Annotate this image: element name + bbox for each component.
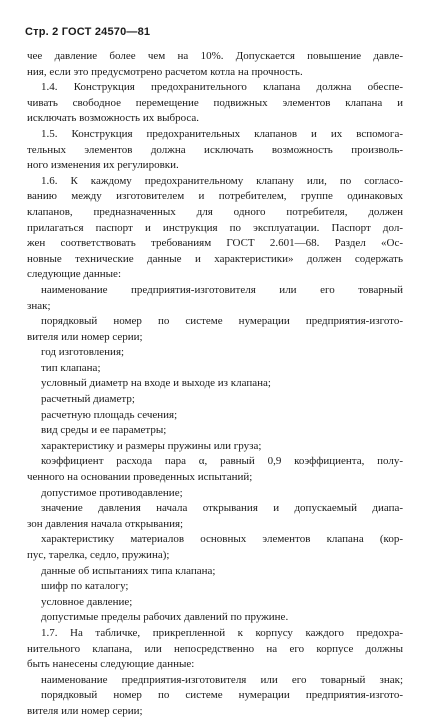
text-line: вителя или номер серии; [27, 704, 143, 717]
text-line: новные технические данные и характеристики» должен содержать [27, 252, 403, 265]
text-line: вителя или номер серии; [27, 330, 143, 343]
text-line: характеристику и размеры пружины или груза; [41, 439, 262, 452]
text-line: прилагаться паспорт и инструкция по эксплуатации. Паспорт дол- [27, 221, 403, 234]
text-line: допустимые пределы рабочих давлений по пружине. [41, 611, 289, 624]
page-header: Стр. 2 ГОСТ 24570—81 [25, 26, 151, 38]
text-line: клапанов, предназначенных для одного потребителя, должен [27, 205, 403, 218]
text-line: характеристику материалов основных элементов клапана (кор- [41, 533, 403, 546]
document-page [27, 26, 403, 720]
text-line: зон давления начала открывания; [27, 517, 184, 530]
text-line: значение давления начала открывания и допускаемый диапа- [41, 502, 403, 515]
text-line: коэффициент расхода пара α, равный 0,9 коэффициента, полу- [41, 455, 403, 468]
text-line: условное давление; [41, 595, 133, 608]
text-line: исключать возможность их выброса. [27, 112, 200, 125]
body-text [27, 49, 403, 720]
text-line: жен соответствовать требованиям ГОСТ 2.601—68. Раздел «Ос- [27, 237, 403, 250]
text-line: 1.4. Конструкция предохранительного клапана должна обеспе- [41, 81, 403, 94]
text-line: тельных элементов должна исключать возможность произволь- [27, 143, 403, 156]
text-line: условный диаметр на входе и выходе из клапана; [41, 377, 271, 390]
text-line: вид среды и ее параметры; [41, 424, 167, 437]
text-line: следующие данные: [27, 268, 121, 281]
text-line: наименование предприятия-изготовителя или его товарный знак; [41, 673, 403, 686]
text-line: тип клапана; [41, 361, 101, 374]
text-line: допустимое противодавление; [41, 486, 183, 499]
text-line: наименование предприятия-изготовителя или его товарный [41, 283, 403, 296]
text-line: порядковый номер по системе нумерации предприятия-изгото- [41, 315, 403, 328]
text-line: год изготовления; [41, 346, 125, 359]
text-line: шифр по каталогу; [41, 580, 129, 593]
text-line: чее давление более чем на 10%. Допускается повышение давле- [27, 50, 403, 62]
text-line: нительного клапана, или непосредственно на его корпусе должны [27, 642, 403, 655]
text-line: ного изменения их регулировки. [27, 159, 179, 172]
text-line: расчетный диаметр; [41, 393, 135, 406]
text-line: ченного на основании проведенных испытаний; [27, 471, 253, 484]
text-line: быть нанесены следующие данные: [27, 658, 195, 671]
text-line: ванию между изготовителем и потребителем, группе одинаковых [27, 190, 403, 203]
text-line: 1.6. К каждому предохранительному клапану или, по согласо- [41, 174, 403, 187]
text-line: расчетную площадь сечения; [41, 408, 178, 421]
text-line: знак; [27, 299, 51, 312]
text-line: 1.7. На табличке, прикрепленной к корпусу каждого предохра- [41, 626, 403, 639]
text-line: порядковый номер по системе нумерации предприятия-изгото- [41, 689, 403, 702]
text-line: 1.5. Конструкция предохранительных клапанов и их вспомога- [41, 127, 403, 140]
text-line: данные об испытаниях типа клапана; [41, 564, 216, 577]
text-line: пус, тарелка, седло, пружина); [27, 549, 170, 561]
text-line: чивать свободное перемещение подвижных элементов клапана и [27, 96, 403, 109]
text-line: ния, если это предусмотрено расчетом котла на прочность. [27, 65, 303, 78]
